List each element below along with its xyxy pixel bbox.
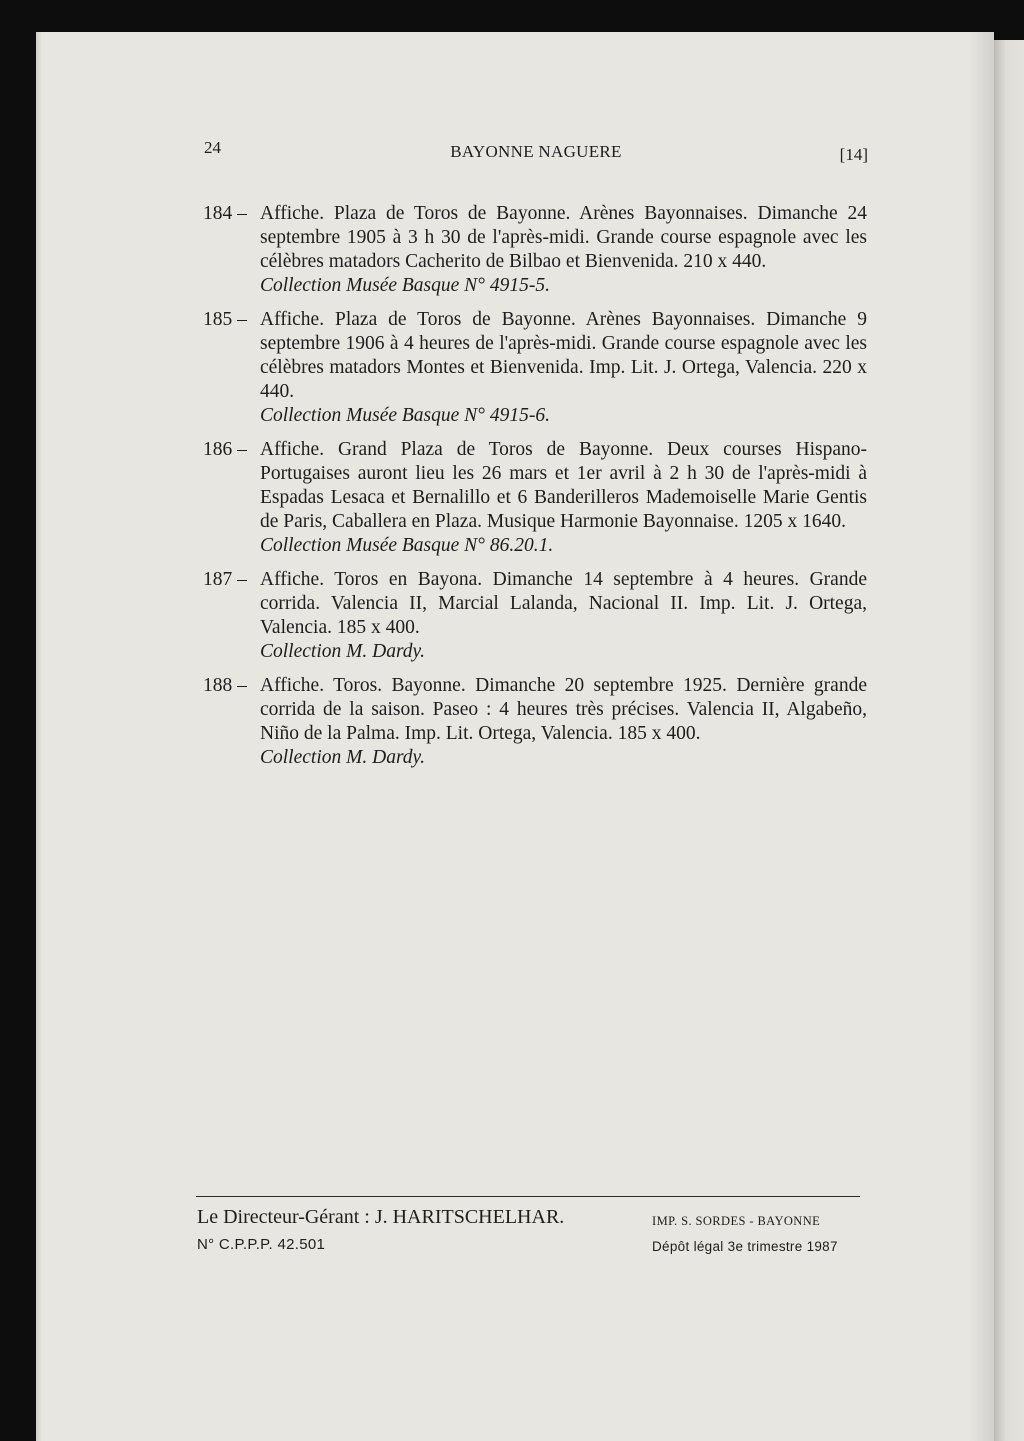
entry-description: Affiche. Toros en Bayona. Dimanche 14 septembre à 4 heures. Grande corrida. Valencia II, Marcial Lalanda, Nacional II. Imp. Lit. J. Ortega, Valencia. 185 x 400. xyxy=(260,569,867,638)
page-number: 24 xyxy=(204,138,221,157)
director-credit: Le Directeur-Gérant : J. HARITSCHELHAR. xyxy=(197,1206,565,1228)
legal-deposit: Dépôt légal 3e trimestre 1987 xyxy=(652,1239,838,1254)
printer-credit: IMP. S. SORDES - BAYONNE xyxy=(652,1214,821,1228)
entry-collection: Collection M. Dardy. xyxy=(260,641,426,662)
catalogue-entries xyxy=(203,202,867,780)
running-title: BAYONNE NAGUERE xyxy=(450,142,622,161)
entry-number: 186 – xyxy=(203,439,247,460)
catalogue-entry xyxy=(203,568,867,664)
entry-description: Affiche. Plaza de Toros de Bayonne. Arènes Bayonnaises. Dimanche 9 septembre 1906 à 4 heures de l'après-midi. Grande course espagnole avec les célèbres matadors Montes et Bienvenida. Imp. Lit. J. Ortega, Valencia. 220 x 440. xyxy=(260,309,867,402)
entry-description: Affiche. Grand Plaza de Toros de Bayonne. Deux courses Hispano-Portugaises auront lieu les 26 mars et 1er avril à 2 h 30 de l'après-midi à Espadas Lesaca et Bernalillo et 6 Banderilleros Mademoiselle Marie Gentis de Paris, Caballera en Plaza. Musique Harmonie Bayonnaise. 1205 x 1640. xyxy=(260,439,867,532)
gutter-shadow xyxy=(968,32,996,1441)
entry-description: Affiche. Plaza de Toros de Bayonne. Arènes Bayonnaises. Dimanche 24 septembre 1905 à 3 h 30 de l'après-midi. Grande course espagnole avec les célèbres matadors Cacherito de Bilbao et Bienvenida. 210 x 440. xyxy=(260,203,867,272)
book-spine xyxy=(994,40,1024,1441)
catalogue-entry xyxy=(203,202,867,298)
section-reference: [14] xyxy=(839,145,868,164)
page-edge xyxy=(36,32,42,1441)
entry-number: 185 – xyxy=(203,309,247,330)
catalogue-entry xyxy=(203,438,867,558)
entry-collection: Collection Musée Basque N° 4915-6. xyxy=(260,405,550,426)
entry-number: 188 – xyxy=(203,675,247,696)
cppp-number: N° C.P.P.P. 42.501 xyxy=(197,1236,326,1253)
catalogue-entry xyxy=(203,674,867,770)
entry-number: 187 – xyxy=(203,569,247,590)
catalogue-entry xyxy=(203,308,867,428)
entry-description: Affiche. Toros. Bayonne. Dimanche 20 septembre 1925. Dernière grande corrida de la saison. Paseo : 4 heures très précises. Valencia II, Algabeño, Niño de la Palma. Imp. Lit. Ortega, Valencia. 185 x 400. xyxy=(260,675,867,744)
entry-number: 184 – xyxy=(203,203,247,224)
entry-collection: Collection M. Dardy. xyxy=(260,747,426,768)
entry-collection: Collection Musée Basque N° 4915-5. xyxy=(260,275,550,296)
footer-divider xyxy=(196,1196,860,1197)
page-header xyxy=(204,138,868,168)
entry-collection: Collection Musée Basque N° 86.20.1. xyxy=(260,535,554,556)
